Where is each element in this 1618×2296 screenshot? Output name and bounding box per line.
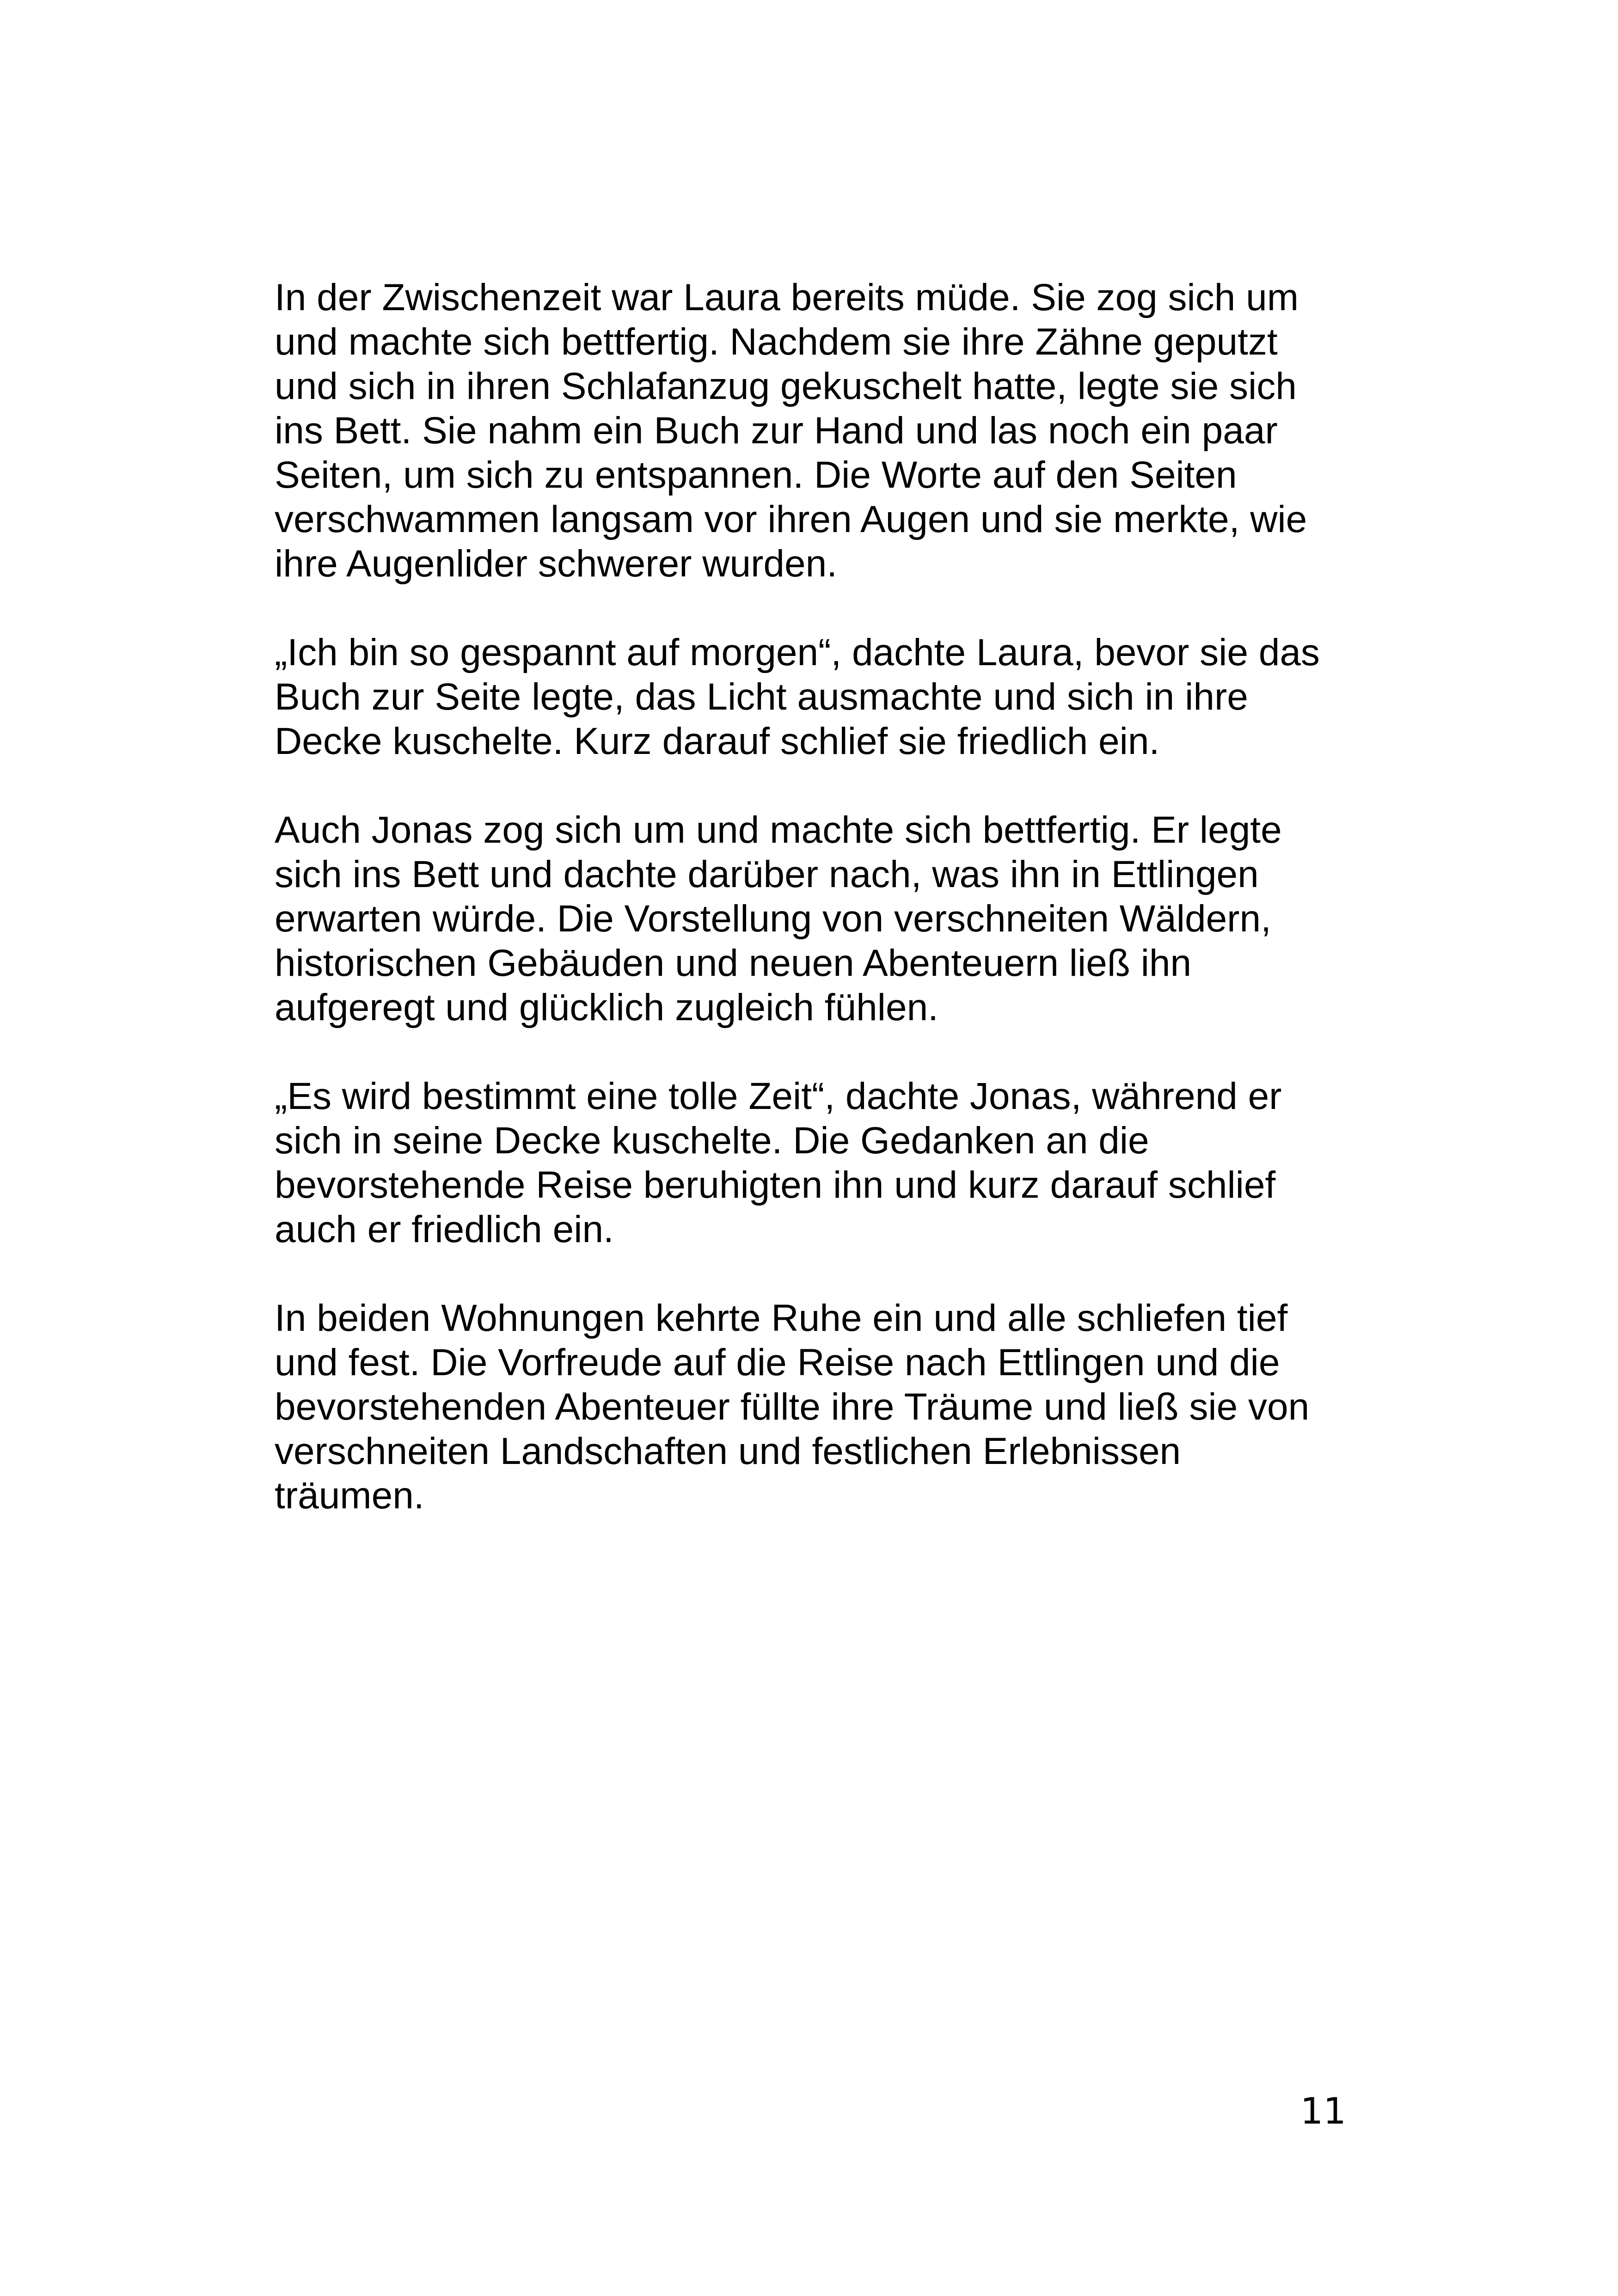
text-line: In der Zwischenzeit war Laura bereits müde. Sie zog sich um bbox=[275, 276, 1299, 318]
text-line: und sich in ihren Schlafanzug gekuschelt hatte, legte sie sich bbox=[275, 365, 1297, 407]
text-line: aufgeregt und glücklich zugleich fühlen. bbox=[275, 986, 938, 1029]
body-text bbox=[275, 276, 1356, 1562]
text-line: und machte sich bettfertig. Nachdem sie ihre Zähne geputzt bbox=[275, 321, 1278, 363]
text-line: ins Bett. Sie nahm ein Buch zur Hand und las noch ein paar bbox=[275, 410, 1278, 452]
text-line: verschwammen langsam vor ihren Augen und sie merkte, wie bbox=[275, 498, 1307, 540]
text-line: Decke kuschelte. Kurz darauf schlief sie friedlich ein. bbox=[275, 720, 1160, 762]
paragraph-4 bbox=[275, 1074, 1356, 1252]
text-line: sich in seine Decke kuschelte. Die Gedanken an die bbox=[275, 1120, 1149, 1162]
text-line: bevorstehenden Abenteuer füllte ihre Träume und ließ sie von bbox=[275, 1386, 1310, 1428]
text-line: ihre Augenlider schwerer wurden. bbox=[275, 543, 837, 585]
paragraph-3 bbox=[275, 808, 1356, 1030]
text-line: verschneiten Landschaften und festlichen Erlebnissen bbox=[275, 1430, 1181, 1472]
paragraph-5 bbox=[275, 1296, 1356, 1518]
text-line: bevorstehende Reise beruhigten ihn und kurz darauf schlief bbox=[275, 1164, 1276, 1206]
text-line: „Es wird bestimmt eine tolle Zeit“, dachte Jonas, während er bbox=[275, 1075, 1282, 1117]
text-line: Seiten, um sich zu entspannen. Die Worte auf den Seiten bbox=[275, 454, 1237, 496]
text-line: und fest. Die Vorfreude auf die Reise nach Ettlingen und die bbox=[275, 1341, 1280, 1384]
paragraph-1 bbox=[275, 276, 1356, 586]
text-line: auch er friedlich ein. bbox=[275, 1208, 614, 1250]
text-line: In beiden Wohnungen kehrte Ruhe ein und alle schliefen tief bbox=[275, 1297, 1288, 1339]
text-line: erwarten würde. Die Vorstellung von verschneiten Wäldern, bbox=[275, 898, 1271, 940]
text-line: „Ich bin so gespannt auf morgen“, dachte Laura, bevor sie das bbox=[275, 631, 1320, 673]
text-line: Buch zur Seite legte, das Licht ausmachte und sich in ihre bbox=[275, 676, 1248, 718]
text-line: historischen Gebäuden und neuen Abenteuern ließ ihn bbox=[275, 942, 1192, 984]
text-line: Auch Jonas zog sich um und machte sich bettfertig. Er legte bbox=[275, 809, 1282, 851]
text-line: sich ins Bett und dachte darüber nach, was ihn in Ettlingen bbox=[275, 853, 1259, 895]
text-line: träumen. bbox=[275, 1475, 424, 1517]
page-number: 11 bbox=[1300, 2091, 1346, 2132]
paragraph-2 bbox=[275, 631, 1356, 764]
